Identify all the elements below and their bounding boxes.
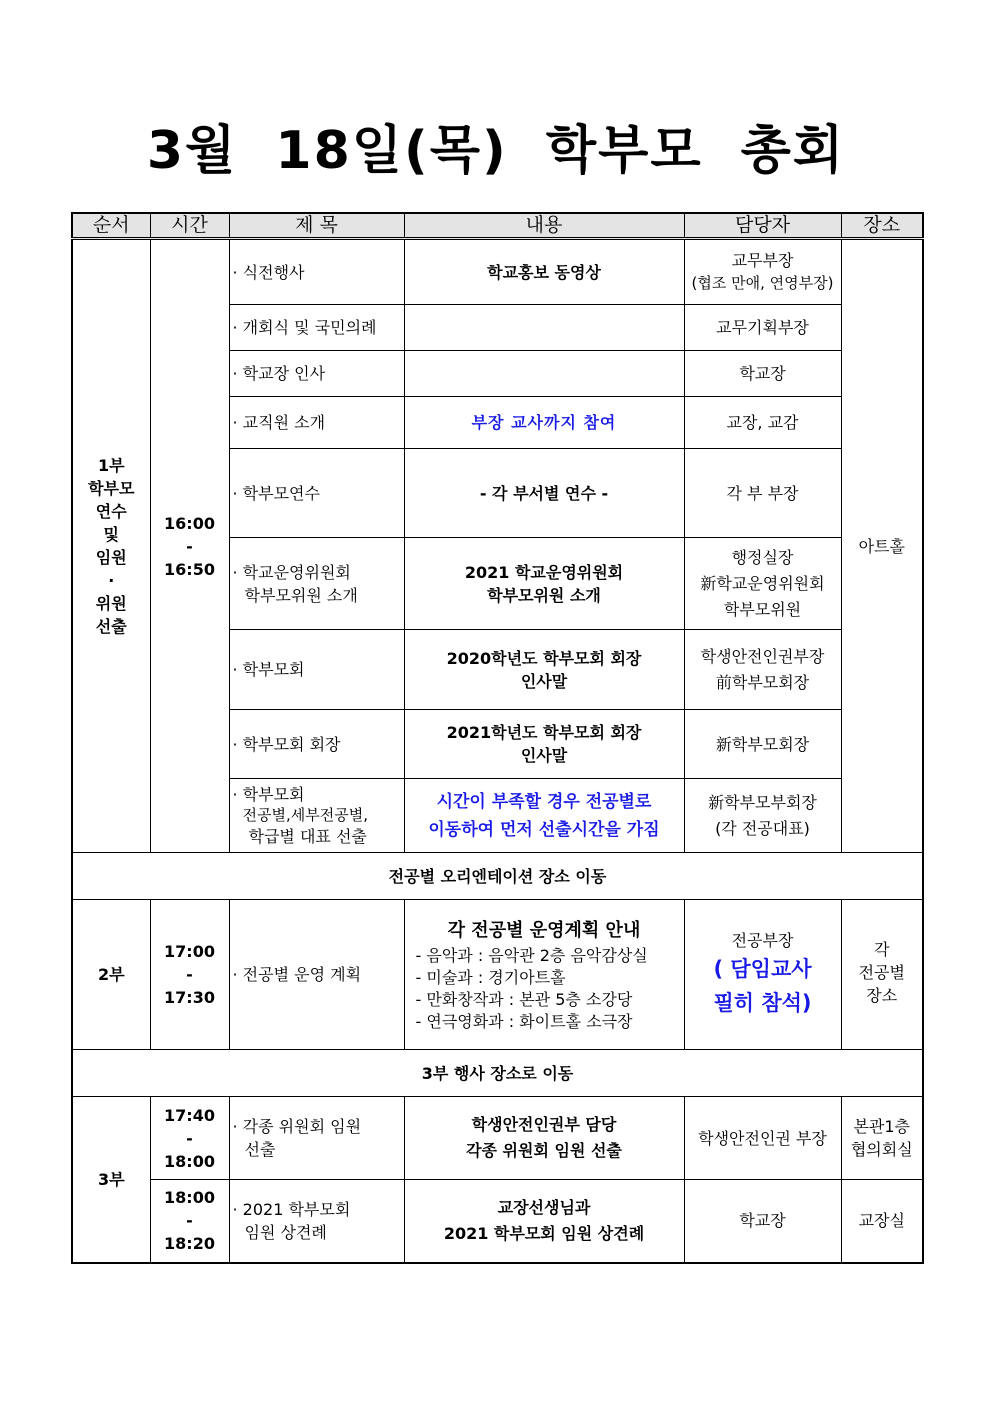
manager-cell: 新학부모부회장 (각 전공대표): [684, 779, 841, 853]
table-row: [72, 239, 923, 305]
table-row: [72, 1180, 923, 1263]
manager-cell: 학생안전인권 부장: [684, 1097, 841, 1180]
place-cell: 본관1층 협의회실: [841, 1097, 923, 1180]
content-cell: - 각 부서별 연수 -: [404, 449, 684, 538]
header-order: 순서: [72, 213, 150, 239]
header-subject: 제 목: [229, 213, 404, 239]
part2-time: 17:00 - 17:30: [150, 900, 229, 1050]
manager-cell: 학생안전인권부장 前학부모회장: [684, 630, 841, 710]
subject-cell: · 학교운영위원회 학부모위원 소개: [229, 538, 404, 630]
table-row: [72, 853, 923, 900]
subject-cell: · 학부모회 전공별,세부전공별, 학급별 대표 선출: [229, 779, 404, 853]
content-cell: [404, 351, 684, 397]
header-manager: 담당자: [684, 213, 841, 239]
content-cell: 2020학년도 학부모회 회장 인사말: [404, 630, 684, 710]
subject-cell: · 학교장 인사: [229, 351, 404, 397]
part1-place: 아트홀: [841, 239, 923, 853]
part2-place: 각 전공별 장소: [841, 900, 923, 1050]
subject-cell: · 학부모회 회장: [229, 710, 404, 779]
content-cell: 교장선생님과 2021 학부모회 임원 상견례: [404, 1180, 684, 1263]
subject-cell: · 각종 위원회 임원 선출: [229, 1097, 404, 1180]
content-cell: 학교홍보 동영상: [404, 239, 684, 305]
manager-cell: 전공부장 ( 담임교사 필히 참석): [684, 900, 841, 1050]
content-cell: 시간이 부족할 경우 전공별로 이동하여 먼저 선출시간을 가짐: [404, 779, 684, 853]
manager-cell: 학교장: [684, 1180, 841, 1263]
content-cell: 부장 교사까지 참여: [404, 397, 684, 449]
manager-cell: 각 부 부장: [684, 449, 841, 538]
schedule-table: [71, 212, 924, 1264]
content-cell: 2021학년도 학부모회 회장 인사말: [404, 710, 684, 779]
table-row: [72, 900, 923, 1050]
content-cell: [404, 305, 684, 351]
place-cell: 교장실: [841, 1180, 923, 1263]
subject-cell: · 전공별 운영 계획: [229, 900, 404, 1050]
time-cell: 17:40 - 18:00: [150, 1097, 229, 1180]
time-cell: 18:00 - 18:20: [150, 1180, 229, 1263]
header-time: 시간: [150, 213, 229, 239]
part1-order: 1부 학부모 연수 및 임원 · 위원 선출: [72, 239, 150, 853]
manager-cell: 新학부모회장: [684, 710, 841, 779]
manager-cell: 교장, 교감: [684, 397, 841, 449]
subject-cell: · 식전행사: [229, 239, 404, 305]
part1-time: 16:00 - 16:50: [150, 239, 229, 853]
subject-cell: · 개회식 및 국민의례: [229, 305, 404, 351]
manager-cell: 행정실장 新학교운영위원회 학부모위원: [684, 538, 841, 630]
content-cell: 2021 학교운영위원회 학부모위원 소개: [404, 538, 684, 630]
table-row: [72, 1050, 923, 1097]
header-row: [72, 213, 923, 239]
subject-cell: · 학부모회: [229, 630, 404, 710]
subject-cell: · 학부모연수: [229, 449, 404, 538]
move-notice-2: 3부 행사 장소로 이동: [72, 1050, 923, 1097]
manager-cell: 교무기획부장: [684, 305, 841, 351]
subject-cell: · 교직원 소개: [229, 397, 404, 449]
part3-order: 3부: [72, 1097, 150, 1263]
content-cell: 학생안전인권부 담당 각종 위원회 임원 선출: [404, 1097, 684, 1180]
part2-order: 2부: [72, 900, 150, 1050]
header-content: 내용: [404, 213, 684, 239]
header-place: 장소: [841, 213, 923, 239]
table-row: [72, 1097, 923, 1180]
manager-cell: 학교장: [684, 351, 841, 397]
manager-cell: 교무부장 (협조 만애, 연영부장): [684, 239, 841, 305]
move-notice-1: 전공별 오리엔테이션 장소 이동: [72, 853, 923, 900]
content-cell: 각 전공별 운영계획 안내 - 음악과 : 음악관 2층 음악감상실 - 미술과 : 경기아트홀 - 만화창작과 : 본관 5층 소강당 - 연극영화과 : 화이트홀 소극장: [404, 900, 684, 1050]
subject-cell: · 2021 학부모회 임원 상견례: [229, 1180, 404, 1263]
page-title: 3월 18일(목) 학부모 총회: [146, 121, 846, 181]
